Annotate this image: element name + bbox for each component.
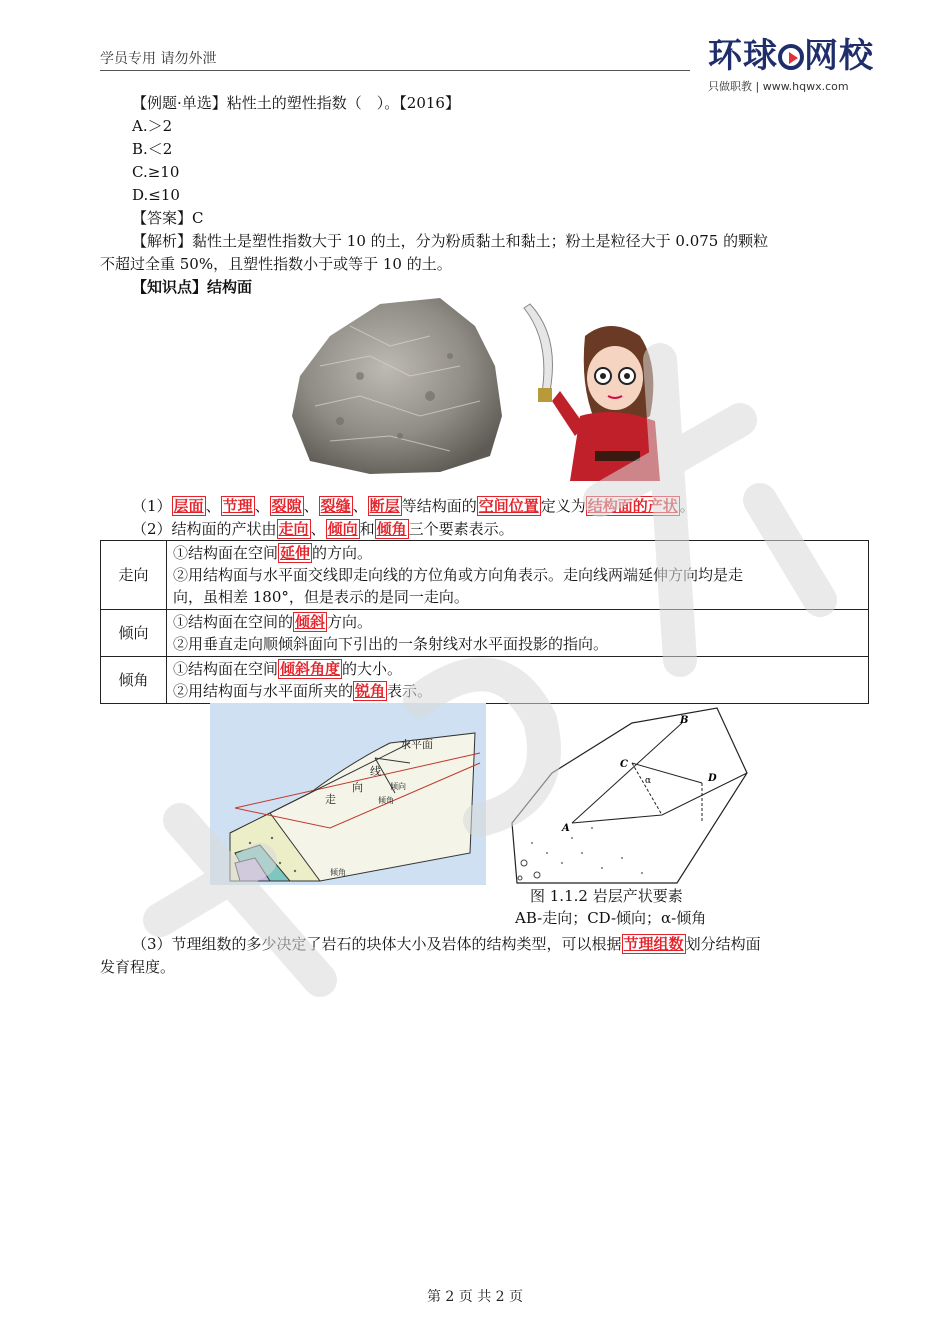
text: ②用垂直走向顺倾斜面向下引出的一条射线对水平面投影的指向。 — [173, 635, 609, 653]
label-qingjiao-2: 倾角 — [330, 868, 346, 877]
label-xiang: 向 — [352, 781, 363, 794]
header-divider — [100, 70, 690, 71]
term-cengmian: 层面 — [173, 497, 204, 515]
row-key: 倾向 — [101, 610, 167, 657]
table-row — [101, 657, 869, 704]
label-horizontal-plane: 水平面 — [400, 738, 433, 751]
term-liexi: 裂隙 — [271, 497, 302, 515]
para1-end: 。 — [679, 497, 695, 515]
answer: 【答案】C — [132, 209, 204, 227]
term-chanzhuang: 结构面的产状 — [587, 497, 678, 515]
para1-mid: 等结构面的 — [401, 497, 477, 515]
row-content — [167, 541, 869, 610]
question-title: 【例题·单选】粘性土的塑性指数（ ）。【2016】 — [132, 94, 460, 112]
para2-prefix: （2）结构面的产状由 — [132, 520, 277, 538]
term-qingxie: 倾斜 — [295, 613, 326, 631]
point-d: D — [708, 773, 717, 784]
sep: 、 — [205, 497, 221, 515]
rock-layer-diagram — [502, 703, 757, 885]
term-jieli: 节理 — [222, 497, 253, 515]
text: 的大小。 — [342, 660, 403, 678]
table-row — [101, 541, 869, 610]
alpha-label: α — [645, 776, 652, 786]
logo-subtitle: 只做职教 | www.hqwx.com — [708, 80, 849, 93]
text: 的方向。 — [312, 544, 373, 562]
term-zouxiang: 走向 — [278, 520, 309, 538]
logo-text-1: 环球 — [708, 36, 778, 76]
option-c: C.≥10 — [132, 163, 180, 181]
para2-end: 三个要素表示。 — [408, 520, 514, 538]
sep: 、 — [254, 497, 270, 515]
row-key: 走向 — [101, 541, 167, 610]
row-key: 倾角 — [101, 657, 167, 704]
play-icon — [778, 44, 804, 70]
para1-mid2: 定义为 — [540, 497, 586, 515]
sep: 、 — [303, 497, 319, 515]
option-b: B.＜2 — [132, 140, 173, 158]
text: 表示。 — [387, 682, 433, 700]
analysis-line-2: 不超过全重 50%，且塑性指数小于或等于 10 的土。 — [100, 255, 452, 273]
label-qingxiang: 倾向 — [390, 782, 406, 791]
header-notice: 学员专用 请勿外泄 — [100, 51, 217, 67]
term-qingjiao: 倾角 — [376, 520, 407, 538]
text: ②用结构面与水平面交线即走向线的方位角或方向角表示。走向线两端延伸方向均是走 — [173, 566, 744, 584]
option-d: D.≤10 — [132, 186, 180, 204]
term-liefeng: 裂缝 — [320, 497, 351, 515]
term-duanceng: 断层 — [369, 497, 400, 515]
paragraph-1 — [132, 495, 695, 517]
text: （3）节理组数的多少决定了岩石的块体大小及岩体的结构类型，可以根据 — [132, 935, 622, 953]
point-b: B — [680, 715, 689, 726]
occurrence-table — [100, 540, 869, 704]
para1-prefix: （1） — [132, 497, 172, 515]
label-xian: 线 — [370, 765, 381, 778]
term-ruijiao: 锐角 — [355, 682, 386, 700]
text: 划分结构面 — [685, 935, 761, 953]
cartoon-character — [500, 296, 670, 481]
term-qingxiang: 倾向 — [327, 520, 358, 538]
paragraph-2 — [132, 518, 514, 540]
rock-image — [290, 296, 505, 476]
table-row — [101, 610, 869, 657]
sep: 和 — [359, 520, 375, 538]
term-qingxie-jiaodu: 倾斜角度 — [280, 660, 341, 678]
point-a: A — [562, 823, 570, 834]
term-jieli-zushu: 节理组数 — [623, 935, 684, 953]
term-kongjian-weizhi: 空间位置 — [478, 497, 539, 515]
text: ①结构面在空间 — [173, 544, 279, 562]
point-c: C — [620, 759, 628, 770]
text: 向，虽相差 180°，但是表示的是同一走向。 — [173, 588, 469, 606]
text: 方向。 — [327, 613, 373, 631]
label-zou: 走 — [325, 793, 336, 806]
sep: 、 — [352, 497, 368, 515]
figure-caption-1: 图 1.1.2 岩层产状要素 — [530, 887, 683, 905]
page-number: 第 2 页 共 2 页 — [426, 1289, 524, 1305]
knowledge-title: 【知识点】结构面 — [132, 278, 253, 296]
label-qingjiao: 倾角 — [378, 796, 394, 805]
row-content — [167, 610, 869, 657]
text: ②用结构面与水平面所夹的 — [173, 682, 354, 700]
figure-caption-2: AB-走向；CD-倾向；α-倾角 — [515, 909, 707, 927]
text: ①结构面在空间的 — [173, 613, 294, 631]
logo-text-2: 网校 — [804, 36, 874, 76]
row-content — [167, 657, 869, 704]
paragraph-3-line-2: 发育程度。 — [100, 958, 176, 976]
text: ①结构面在空间 — [173, 660, 279, 678]
term-yanshen: 延伸 — [280, 544, 311, 562]
paragraph-3-line-1 — [132, 933, 761, 955]
strike-dip-diagram — [210, 703, 486, 885]
brand-logo — [708, 38, 878, 98]
option-a: A.＞2 — [132, 117, 173, 135]
analysis-line-1: 【解析】黏性土是塑性指数大于 10 的土，分为粉质黏土和黏土；粉土是粒径大于 0.075 的颗粒 — [132, 232, 769, 250]
sep: 、 — [310, 520, 326, 538]
